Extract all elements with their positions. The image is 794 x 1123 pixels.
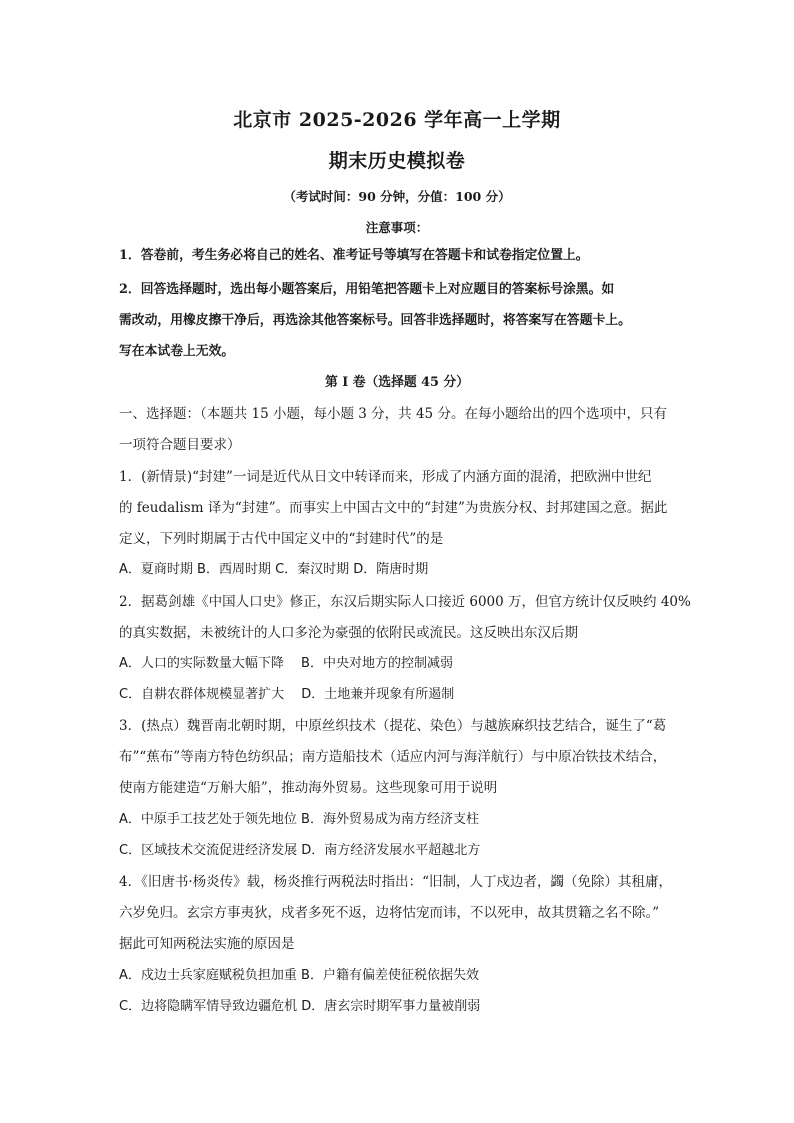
question-2-options-cd: C．自耕农群体规模显著扩大 D．土地兼并现象有所遏制 [119, 687, 455, 702]
question-1-options: A．夏商时期 B．西周时期 C．秦汉时期 D．隋唐时期 [119, 562, 429, 577]
notice-item-2-end: 写在本试卷上无效。 [119, 344, 235, 359]
question-4-line-1: 4．《旧唐书·杨炎传》载，杨炎推行两税法时指出：“旧制，人丁戍边者，蠲（免除）其租庸， [119, 874, 673, 890]
question-2-line-1: 2．据葛剑雄《中国人口史》修正，东汉后期实际人口接近 6000 万，但官方统计仅反映约 40% [119, 594, 691, 610]
exam-subtitle: 期末历史模拟卷 [328, 150, 466, 172]
question-3-options-cd: C．区域技术交流促进经济发展 D．南方经济发展水平超越北方 [119, 843, 481, 858]
question-1-line-3: 定义，下列时期属于古代中国定义中的“封建时代”的是 [119, 531, 444, 547]
question-2-options-ab: A．人口的实际数量大幅下降 B．中央对地方的控制减弱 [119, 656, 453, 671]
question-4-options-ab: A．戍边士兵家庭赋税负担加重 B．户籍有偏差使征税依据失效 [119, 968, 479, 983]
section-intro: 一、选择题：（本题共 15 小题，每小题 3 分，共 45 分。在每小题给出的四个选项中，只有 [119, 406, 667, 422]
notice-item-1: 1．答卷前，考生务必将自己的姓名、准考证号等填写在答题卡和试卷指定位置上。 [119, 248, 589, 263]
question-3-line-3: 使南方能建造“万斛大船”，推动海外贸易。这些现象可用于说明 [119, 780, 498, 796]
notice-item-2: 2．回答选择题时，选出每小题答案后，用铅笔把答题卡上对应题目的答案标号涂黑。如 [119, 282, 615, 297]
section-intro-cont: 一项符合题目要求） [119, 437, 241, 453]
question-3-line-2: 布”“蕉布”等南方特色纺织品；南方造船技术（适应内河与海洋航行）与中原冶铁技术结合， [119, 749, 667, 765]
notice-heading: 注意事项： [365, 220, 429, 235]
question-2-line-2: 的真实数据，未被统计的人口多沦为豪强的依附民或流民。这反映出东汉后期 [119, 625, 578, 641]
section-heading: 第 I 卷（选择题 45 分） [325, 375, 469, 390]
question-1-line-2: 的 feudalism 译为“封建”。而事实上中国古文中的“封建”为贵族分权、封邦建国之意。据此 [119, 500, 668, 516]
question-4-line-3: 据此可知两税法实施的原因是 [119, 936, 295, 952]
question-1-line-1: 1．(新情景)“封建”一词是近代从日文中转译而来，形成了内涵方面的混淆，把欧洲中世纪 [119, 469, 652, 485]
question-4-options-cd: C．边将隐瞒军情导致边疆危机 D．唐玄宗时期军事力量被削弱 [119, 999, 481, 1014]
exam-title: 北京市 2025-2026 学年高一上学期 [233, 109, 561, 131]
exam-info: （考试时间：90 分钟，分值：100 分） [283, 189, 511, 204]
question-4-line-2: 六岁免归。玄宗方事夷狄，戍者多死不返，边将怙宠而讳，不以死申，故其贯籍之名不除。” [119, 905, 660, 921]
question-3-options-ab: A．中原手工技艺处于领先地位 B．海外贸易成为南方经济支柱 [119, 812, 479, 827]
question-3-line-1: 3．(热点）魏晋南北朝时期，中原丝织技术（提花、染色）与越族麻织技艺结合，诞生了“葛 [119, 718, 667, 734]
notice-item-2-cont: 需改动，用橡皮擦干净后，再选涂其他答案标号。回答非选择题时，将答案写在答题卡上。 [119, 313, 631, 328]
